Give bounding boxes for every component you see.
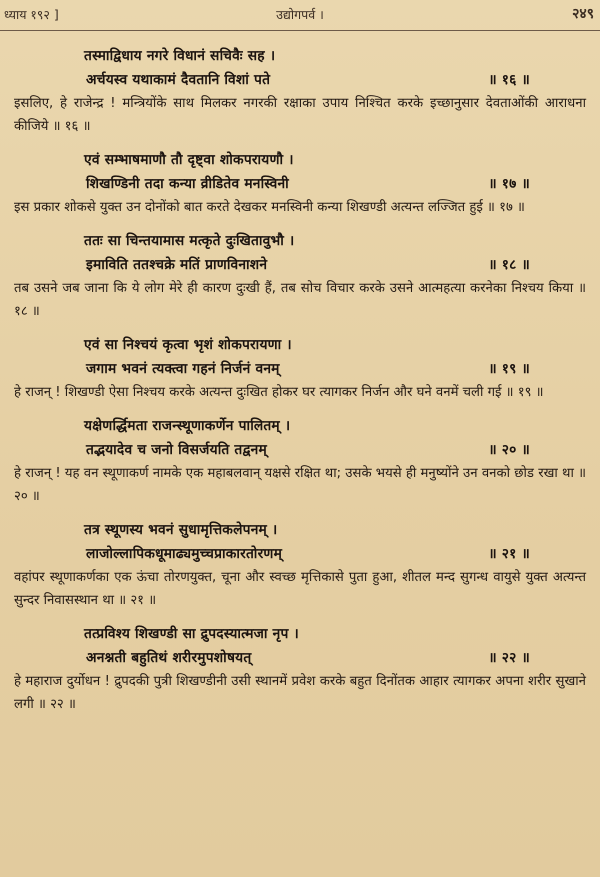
hindi-translation: इसलिए, हे राजेन्द्र ! मन्त्रियोंके साथ मिलकर नगरकी रक्षाका उपाय निश्चित करके इच्छानुसार देवताओंकी आराधना कीजिये ॥ १६ ॥ xyxy=(14,96,586,134)
sanskrit-line-text: अर्चयस्व यथाकामं दैवतानि विशां पते xyxy=(86,72,271,88)
book-title: उद्योगपर्व । xyxy=(276,7,324,22)
sanskrit-line: एवं सा निश्चयं कृत्वा भृशं शोकपरायणा । xyxy=(84,337,292,353)
sanskrit-line-text: इमाविति ततश्चक्रे मतिं प्राणविनाशने xyxy=(86,257,268,273)
sanskrit-line: यक्षेणर्द्धिमता राजन्स्थूणाकर्णेन पालितम् । xyxy=(84,418,291,434)
sanskrit-line: तस्माद्विधाय नगरे विधानं सचिवैः सह । xyxy=(84,48,276,64)
verse-block xyxy=(0,333,600,404)
verse-block xyxy=(0,622,600,716)
page-number: २४९ xyxy=(572,6,594,22)
verse-block xyxy=(0,44,600,138)
sanskrit-line xyxy=(0,357,600,381)
sanskrit-line xyxy=(0,172,600,196)
hindi-translation: इस प्रकार शोकसे युक्त उन दोनोंको बात करते देखकर मनस्विनी कन्या शिखण्डी अत्यन्त लज्जित हुई ॥ १७ ॥ xyxy=(14,200,525,215)
sanskrit-line xyxy=(0,438,600,462)
sanskrit-line-text: लाजोल्लापिकधूमाढ्यमुच्चप्राकारतोरणम् xyxy=(86,546,283,562)
verse-number: ॥ २१ ॥ xyxy=(488,546,530,562)
sanskrit-line xyxy=(0,542,600,566)
hindi-translation: तब उसने जब जाना कि ये लोग मेरे ही कारण दुःखी हैं, तब सोच विचार करके उसने आत्महत्या करनेका निश्चय किया ॥ १८ ॥ xyxy=(14,281,586,319)
sanskrit-line xyxy=(0,646,600,670)
verse-number: ॥ १६ ॥ xyxy=(488,72,530,88)
sanskrit-line xyxy=(0,253,600,277)
verse-number: ॥ १७ ॥ xyxy=(488,176,530,192)
page-content xyxy=(0,44,600,726)
header-rule xyxy=(0,30,600,31)
sanskrit-line-text: शिखण्डिनी तदा कन्या व्रीडितेव मनस्विनी xyxy=(86,176,289,192)
page-header xyxy=(0,0,600,30)
sanskrit-line-text: जगाम भवनं त्यक्त्वा गहनं निर्जनं वनम् xyxy=(86,361,280,377)
sanskrit-line xyxy=(0,68,600,92)
verse-block xyxy=(0,229,600,323)
sanskrit-line: एवं सम्भाषमाणौ तौ दृष्ट्वा शोकपरायणौ । xyxy=(84,152,294,168)
chapter-marker: ध्याय १९२ ] xyxy=(4,7,59,22)
verse-block xyxy=(0,148,600,219)
verse-block xyxy=(0,518,600,612)
verse-block xyxy=(0,414,600,508)
hindi-translation: वहांपर स्थूणाकर्णका एक ऊंचा तोरणयुक्त, चूना और स्वच्छ मृत्तिकासे पुता हुआ, शीतल मन्द सुगन्ध वायुसे युक्त अत्यन्त सुन्दर निवासस्थान था ॥ २१ ॥ xyxy=(14,570,586,608)
sanskrit-line: तत्र स्थूणस्य भवनं सुधामृत्तिकलेपनम् । xyxy=(84,522,278,538)
sanskrit-line-text: अनश्नती बहुतिथं शरीरमुपशोषयत् xyxy=(86,650,252,666)
sanskrit-line: तत्प्रविश्य शिखण्डी सा द्रुपदस्यात्मजा नृप । xyxy=(84,626,299,642)
sanskrit-line-text: तद्भयादेव च जनो विसर्जयति तद्वनम् xyxy=(86,442,267,458)
hindi-translation: हे महाराज दुर्योधन ! द्रुपदकी पुत्री शिखण्डीनी उसी स्थानमें प्रवेश करके बहुत दिनोंतक आहार त्यागकर अपना शरीर सुखाने लगी ॥ २२ ॥ xyxy=(14,674,586,712)
sanskrit-line: ततः सा चिन्तयामास मत्कृते दुःखितावुभौ । xyxy=(84,233,295,249)
hindi-translation: हे राजन् ! यह वन स्थूणाकर्ण नामके एक महाबलवान् यक्षसे रक्षित था; उसके भयसे ही मनुष्योंने उन वनको छोड रखा था ॥ २० ॥ xyxy=(14,466,586,504)
verse-number: ॥ २२ ॥ xyxy=(488,650,530,666)
verse-number: ॥ १९ ॥ xyxy=(488,361,530,377)
verse-number: ॥ १८ ॥ xyxy=(488,257,530,273)
hindi-translation: हे राजन् ! शिखण्डी ऐसा निश्चय करके अत्यन्त दुःखित होकर घर त्यागकर निर्जन और घने वनमें चली गई ॥ १९ ॥ xyxy=(14,385,544,400)
verse-number: ॥ २० ॥ xyxy=(488,442,530,458)
